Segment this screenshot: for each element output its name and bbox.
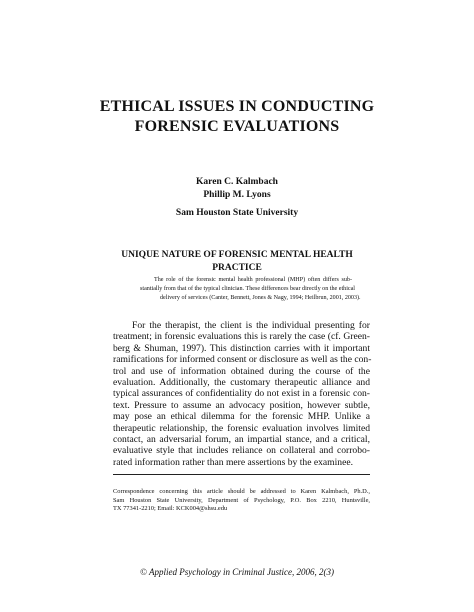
body-line: evaluative style that includes reliance on collateral and corrobo- [113, 445, 370, 457]
body-line: may pose an ethical dilemma for the forensic MHP. Unlike a [113, 411, 370, 423]
body-line: therapeutic relationship, the forensic evaluation involves limited [113, 422, 370, 434]
title-line-2: FORENSIC EVALUATIONS [134, 118, 340, 135]
body-line: contact, an adversarial forum, an impartial stance, and a critical, [113, 434, 370, 446]
title-line-1: ETHICAL ISSUES IN CONDUCTING [99, 98, 375, 115]
abstract-line: The role of the forensic mental health professional (MHP) often differs sub- [154, 277, 352, 283]
body-line: rated information rather than mere assertions by the examinee. [113, 456, 354, 468]
body-line: evaluation. Additionally, the customary therapeutic alliance and [113, 377, 370, 389]
author-list [0, 176, 474, 202]
article-title [0, 97, 474, 137]
affiliation: Sam Houston State University [175, 208, 299, 218]
author-name: Phillip M. Lyons [203, 190, 271, 200]
body-line: trol and use of information obtained during the course of the [113, 365, 370, 377]
body-line: treatment; in forensic evaluations this is rarely the case (cf. Green- [113, 331, 370, 343]
abstract-line: stantially from that of the typical clinician. These differences bear directly on the ethical [140, 285, 356, 292]
footnote-line: Sam Houston State University, Department of Psychology, P.O. Box 2210, Huntsville, [113, 496, 370, 504]
abstract [140, 276, 361, 302]
section-heading [0, 249, 474, 275]
body-line: typical assurances of confidentiality do not exist in a forensic con- [113, 388, 370, 400]
body-line: ramifications for informed consent or disclosure as well as the con- [113, 354, 372, 366]
section-heading-line-2: PRACTICE [212, 263, 262, 273]
journal-footer: © Applied Psychology in Criminal Justice, 2006, 2(3) [140, 567, 334, 577]
abstract-line: delivery of services (Canter, Bennett, Jones & Nagy, 1994; Heilbrun, 2001, 2003). [160, 294, 361, 301]
body-line: text. Pressure to assume an advocacy position, however subtle, [113, 399, 370, 411]
correspondence-footnote [113, 488, 370, 514]
section-heading-line-1: UNIQUE NATURE OF FORENSIC MENTAL HEALTH [121, 250, 353, 260]
footnote-line: TX 77341-2210; Email: KCK004@shsu.edu [113, 505, 228, 513]
footnote-divider [113, 474, 370, 475]
body-line: For the therapist, the client is the individual presenting for [132, 320, 370, 331]
body-line: berg & Shuman, 1997). This distinction carries with it important [113, 342, 370, 354]
body-paragraph [113, 320, 370, 468]
author-name: Karen C. Kalmbach [196, 177, 278, 187]
footnote-line: Correspondence concerning this article should be addressed to Karen Kalmbach, Ph.D., [113, 488, 370, 495]
